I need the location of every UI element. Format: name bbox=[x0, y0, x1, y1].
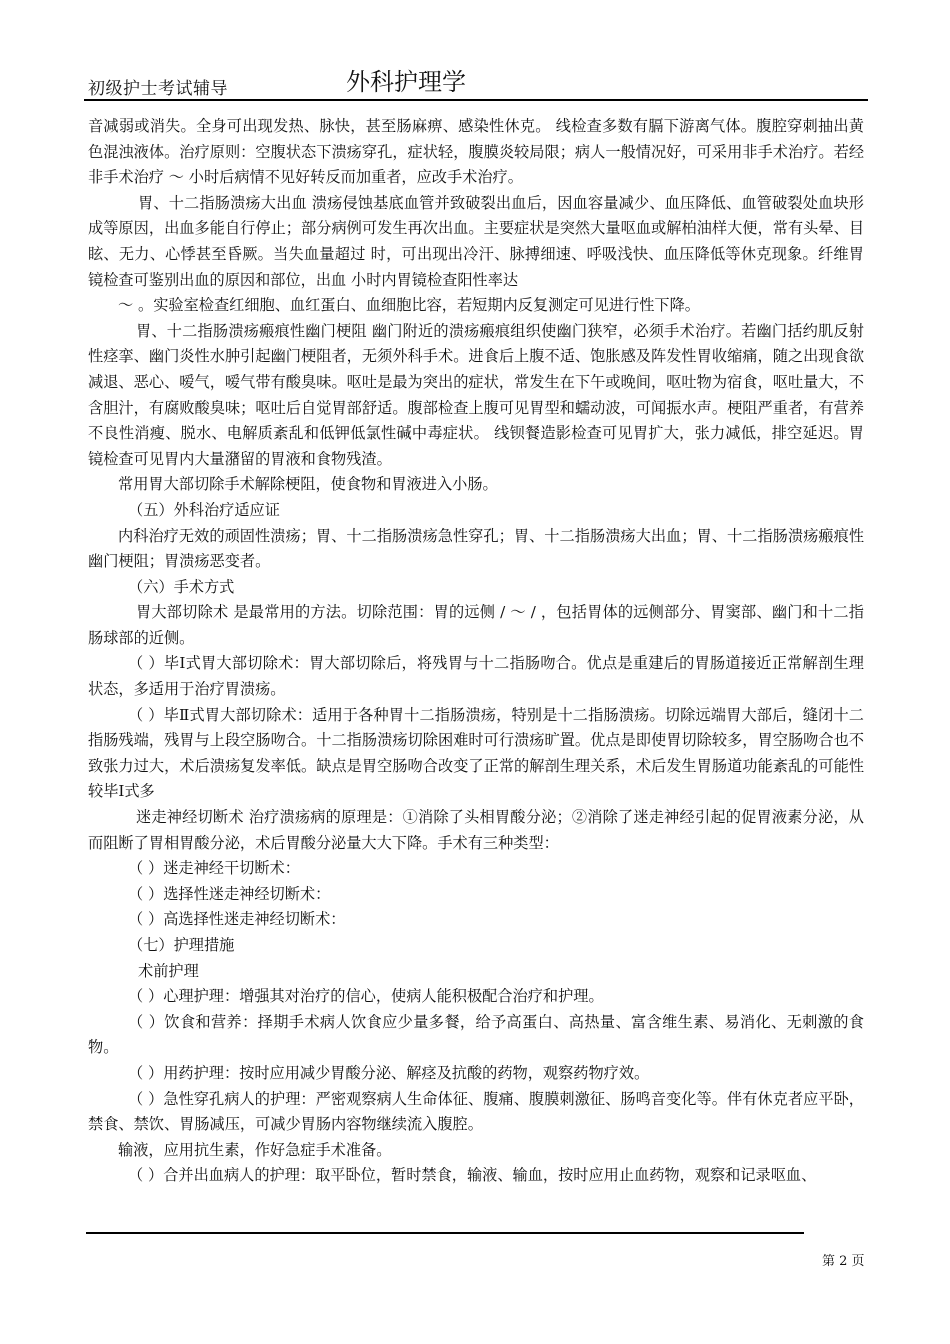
page-number: 第 2 页 bbox=[822, 1254, 865, 1269]
list-item: （ ）饮食和营养：择期手术病人饮食应少量多餐，给予高蛋白、高热量、富含维生素、易消化、无刺激的食物。 bbox=[88, 1012, 864, 1057]
paragraph: 输液，应用抗生素，作好急症手术准备。 bbox=[118, 1140, 392, 1159]
list-item: （ ）选择性迷走神经切断术： bbox=[128, 884, 331, 903]
list-item: （ ）合并出血病人的护理：取平卧位，暂时禁食，输液、输血，按时应用止血药物，观察和记录呕血、 bbox=[128, 1166, 817, 1185]
paragraph: 胃、十二指肠溃疡大出血 溃疡侵蚀基底血管并致破裂出血后，因血容量减少、血压降低、血管破裂处血块形成等原因，出血多能自行停止；部分病例可发生再次出血。主要症状是突然大量呕血或解柏油样大便，常有头晕、目眩、无力、心悸甚至昏厥。当失血量超过 时，可出现出冷汗、脉搏细速、呼吸浅快、血压降低等休克现象。纤维胃镜检查可鉴别出血的原因和部位，出血 小时内胃镜检查阳性率达 bbox=[88, 193, 864, 289]
paragraph: 胃、十二指肠溃疡瘢痕性幽门梗阻 幽门附近的溃疡瘢痕组织使幽门狭窄，必须手术治疗。若幽门括约肌反射性痉挛、幽门炎性水肿引起幽门梗阻者，无须外科手术。进食后上腹不适、饱胀感及阵发性胃收缩痛，随之出现食欲减退、恶心、嗳气，嗳气带有酸臭味。呕吐是最为突出的症状，常发生在下午或晚间，呕吐物为宿食，呕吐量大，不含胆汁，有腐败酸臭味；呕吐后自觉胃部舒适。腹部检查上腹可见胃型和蠕动波，可闻振水声。梗阻严重者，有营养不良性消瘦、脱水、电解质紊乱和低钾低氯性碱中毒症状。 线钡餐造影检查可见胃扩大，张力减低，排空延迟。胃镜检查可见胃内大量潴留的胃液和食物残渣。 bbox=[88, 321, 864, 468]
header-divider bbox=[84, 99, 868, 101]
paragraph: 音减弱或消失。全身可出现发热、脉快，甚至肠麻痹、感染性休克。 线检查多数有膈下游离气体。腹腔穿刺抽出黄色混浊液体。治疗原则：空腹状态下溃疡穿孔，症状轻，腹膜炎较局限；病人一般情况好，可采用非手术治疗。若经非手术治疗 ～ 小时后病情不见好转反而加重者，应改手术治疗。 bbox=[88, 117, 864, 187]
list-item: （ ）急性穿孔病人的护理：严密观察病人生命体征、腹痛、腹膜刺激征、肠鸣音变化等。伴有休克者应平卧，禁食、禁饮、胃肠减压，可减少胃肠内容物继续流入腹腔。 bbox=[88, 1089, 864, 1134]
list-item: （ ）迷走神经干切断术： bbox=[128, 859, 300, 878]
paragraph: 常用胃大部切除手术解除梗阻，使食物和胃液进入小肠。 bbox=[118, 475, 498, 494]
list-item: （ ）高选择性迷走神经切断术： bbox=[128, 910, 346, 929]
paragraph: 胃大部切除术 是最常用的方法。切除范围：胃的远侧 / ～ / ，包括胃体的远侧部分、胃窦部、幽门和十二指肠球部的近侧。 bbox=[88, 603, 864, 647]
document-body bbox=[88, 114, 864, 1189]
list-item: （ ）毕Ⅰ式胃大部切除术：胃大部切除后，将残胃与十二指肠吻合。优点是重建后的胃肠道接近正常解剖生理状态，多适用于治疗胃溃疡。 bbox=[88, 654, 864, 699]
list-item: （ ）心理护理：增强其对治疗的信心，使病人能积极配合治疗和护理。 bbox=[128, 987, 604, 1006]
list-item: （ ）毕Ⅱ式胃大部切除术：适用于各种胃十二指肠溃疡，特别是十二指肠溃疡。切除远端胃大部后，缝闭十二指肠残端，残胃与上段空肠吻合。十二指肠溃疡切除困难时可行溃疡旷置。优点是即使胃切除较多，胃空肠吻合也不致张力过大，术后溃疡复发率低。缺点是胃空肠吻合改变了正常的解剖生理关系，术后发生胃肠道功能紊乱的可能性较毕Ⅰ式多 bbox=[88, 705, 864, 801]
list-item: （ ）用药护理：按时应用减少胃酸分泌、解痉及抗酸的药物，观察药物疗效。 bbox=[128, 1063, 650, 1082]
footer-divider bbox=[86, 1232, 804, 1234]
subsection-heading: 术前护理 bbox=[138, 961, 199, 980]
section-heading: （六）手术方式 bbox=[128, 577, 235, 596]
page-title: 外科护理学 bbox=[346, 68, 466, 96]
section-heading: （五）外科治疗适应证 bbox=[128, 500, 280, 519]
section-heading: （七）护理措施 bbox=[128, 936, 235, 954]
header-subtitle: 初级护士考试辅导 bbox=[88, 79, 228, 99]
paragraph: ～ 。实验室检查红细胞、血红蛋白、血细胞比容，若短期内反复测定可见进行性下降。 bbox=[118, 296, 700, 315]
paragraph: 内科治疗无效的顽固性溃疡；胃、十二指肠溃疡急性穿孔；胃、十二指肠溃疡大出血；胃、十二指肠溃疡瘢痕性幽门梗阻；胃溃疡恶变者。 bbox=[88, 526, 864, 571]
paragraph: 迷走神经切断术 治疗溃疡病的原理是：①消除了头相胃酸分泌；②消除了迷走神经引起的促胃液素分泌，从而阻断了胃相胃酸分泌，术后胃酸分泌量大大下降。手术有三种类型： bbox=[88, 808, 864, 852]
